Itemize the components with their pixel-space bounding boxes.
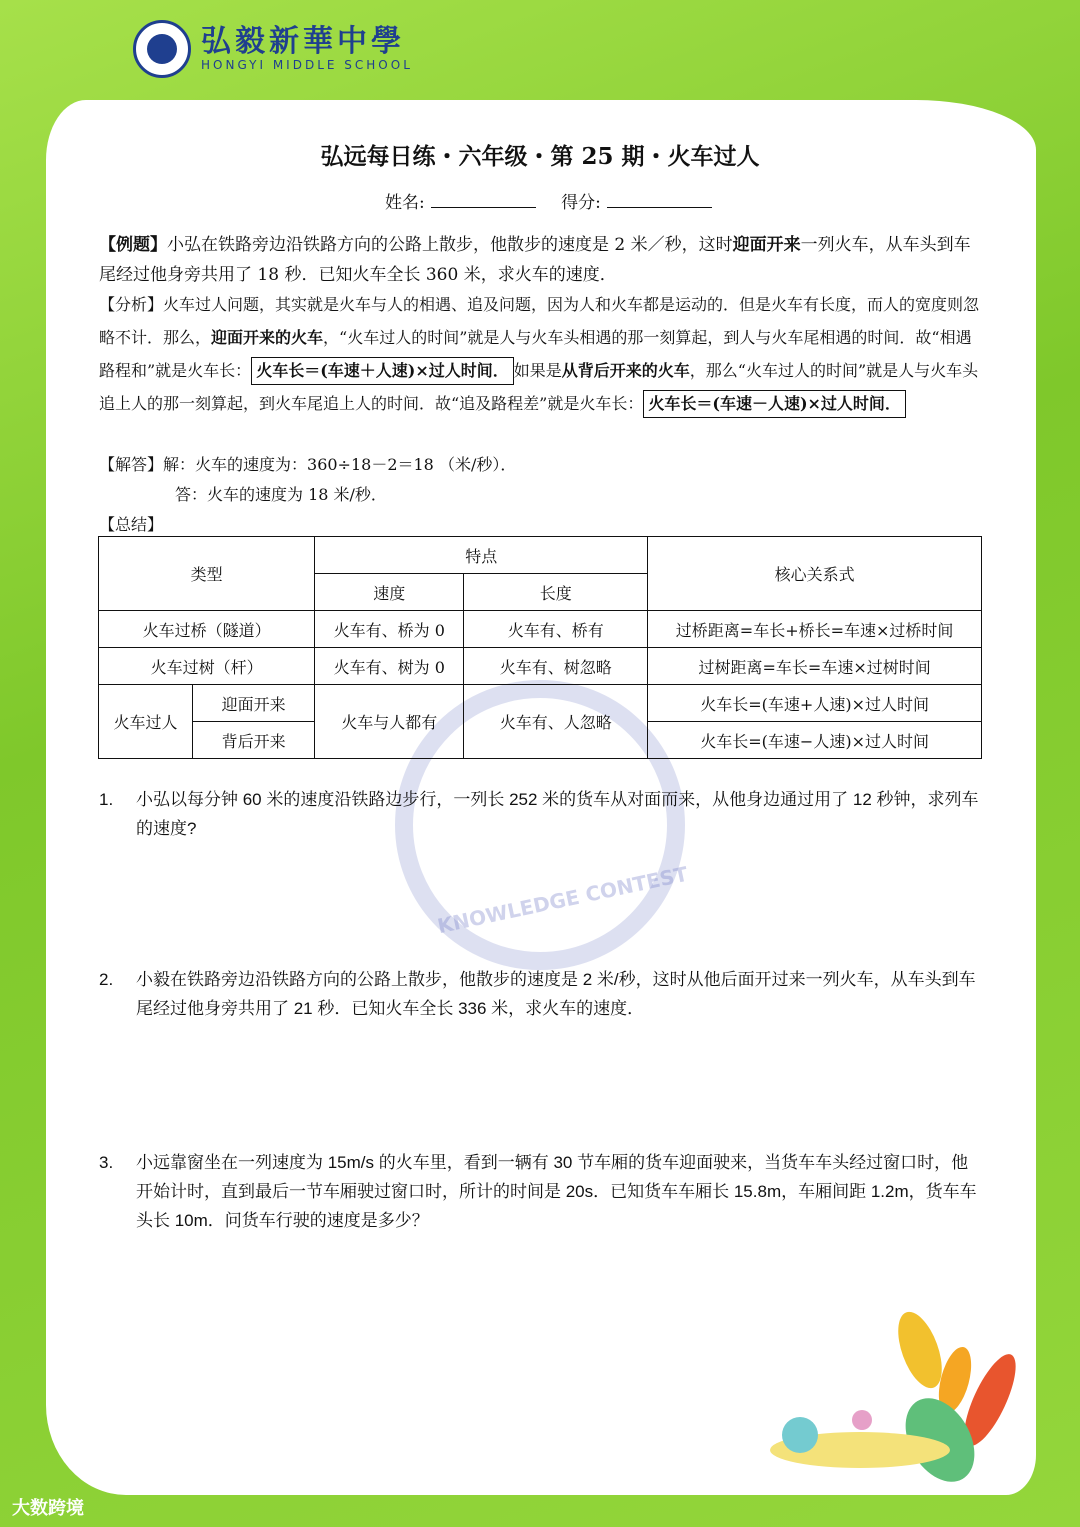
example-bold: 迎面开来 bbox=[732, 235, 801, 255]
cell-subtype: 背后开来 bbox=[193, 722, 315, 759]
cell-core: 火车长=(车速+人速)×过人时间 bbox=[648, 685, 982, 722]
cell-speed: 火车有、树为 0 bbox=[315, 648, 464, 685]
header-core: 核心关系式 bbox=[648, 537, 982, 611]
question-number: 2. bbox=[99, 970, 114, 989]
school-seal-icon bbox=[133, 20, 191, 78]
table-row bbox=[99, 685, 982, 722]
cell-core: 过树距离=车长=车速×过树时间 bbox=[648, 648, 982, 685]
header-length: 长度 bbox=[464, 574, 648, 611]
table-row bbox=[99, 611, 982, 648]
solution-line: 解：火车的速度为：360÷18－2＝18 （米/秒）． bbox=[163, 455, 517, 474]
example-text-2: 一列火车，从车头到车尾经过他身旁共用了 18 秒．已知火车全长 360 米，求火车的速度． bbox=[99, 235, 971, 285]
question-number: 1. bbox=[99, 790, 114, 809]
question-text: 小远靠窗坐在一列速度为 15m/s 的火车里，看到一辆有 30 节车厢的货车迎面驶来，当货车车头经过窗口时，他开始计时，直到最后一节车厢驶过窗口时，所计的时间是 20s．已知货车车厢长 15.8m，车厢间距 1.2m，货车车头长 10m．问货车行驶的速度是多少？ bbox=[136, 1153, 977, 1230]
question-2 bbox=[99, 965, 983, 1023]
name-label: 姓名: bbox=[385, 193, 425, 213]
analysis-text-4: ，那么“火车过人的时间”就是人与火车头追上人的那一刻算起，到火车尾追上人的时间．故“追及路程差”就是火车长： bbox=[99, 361, 979, 413]
school-logo bbox=[133, 20, 413, 78]
solution-tag: 【解答】 bbox=[99, 455, 164, 474]
cell-speed: 火车与人都有 bbox=[315, 685, 464, 759]
example-tag: 【例题】 bbox=[99, 235, 167, 255]
question-text: 小弘以每分钟 60 米的速度沿铁路边步行，一列长 252 米的货车从对面而来，从他身边通过用了 12 秒钟，求列车的速度? bbox=[136, 790, 979, 838]
school-name-cn: 弘毅新華中學 bbox=[201, 24, 405, 59]
cell-subtype: 迎面开来 bbox=[193, 685, 315, 722]
analysis-bold-2: 从背后开来的火车 bbox=[561, 361, 690, 380]
example-text: 小弘在铁路旁边沿铁路方向的公路上散步，他散步的速度是 2 米／秒，这时 bbox=[167, 235, 733, 255]
cell-speed: 火车有、桥为 0 bbox=[315, 611, 464, 648]
analysis-text: 火车过人问题，其实就是火车与人的相遇、追及问题，因为人和火车都是运动的．但是火车有长度，而人的宽度则忽略不计．那么， bbox=[99, 295, 980, 347]
cell-core: 过桥距离=车长+桥长=车速×过桥时间 bbox=[648, 611, 982, 648]
summary-tag: 【总结】 bbox=[99, 515, 164, 534]
question-3 bbox=[99, 1148, 983, 1235]
footer-brand: 大数跨境 bbox=[12, 1498, 84, 1519]
watermark-text: KNOWLEDGE CONTEST bbox=[435, 861, 690, 939]
analysis-text-3: 如果是 bbox=[513, 361, 562, 380]
header-speed: 速度 bbox=[315, 574, 464, 611]
formula-box-chase: 火车长＝(车速－人速)×过人时间． bbox=[643, 390, 906, 418]
question-text: 小毅在铁路旁边沿铁路方向的公路上散步，他散步的速度是 2 米/秒，这时从他后面开过来一列火车，从车头到车尾经过他身旁共用了 21 秒．已知火车全长 336 米，求火车的速度． bbox=[136, 970, 976, 1018]
question-number: 3. bbox=[99, 1153, 114, 1172]
header-feature: 特点 bbox=[315, 537, 648, 574]
solution-section bbox=[99, 450, 983, 540]
answer-line: 答：火车的速度为 18 米/秒． bbox=[175, 485, 387, 504]
cell-length: 火车有、人忽略 bbox=[464, 685, 648, 759]
cell-core: 火车长=(车速−人速)×过人时间 bbox=[648, 722, 982, 759]
cell-type: 火车过桥（隧道） bbox=[99, 611, 315, 648]
cell-length: 火车有、桥有 bbox=[464, 611, 648, 648]
table-row bbox=[99, 648, 982, 685]
example-section bbox=[99, 230, 983, 290]
analysis-tag: 【分析】 bbox=[99, 295, 164, 314]
formula-box-meet: 火车长＝(车速＋人速)×过人时间． bbox=[251, 357, 514, 385]
page-title: 弘远每日练・六年级・第 25 期・火车过人 bbox=[320, 143, 760, 170]
score-field[interactable] bbox=[607, 193, 712, 208]
cell-type: 火车过树（杆） bbox=[99, 648, 315, 685]
cell-type: 火车过人 bbox=[99, 685, 193, 759]
cell-length: 火车有、树忽略 bbox=[464, 648, 648, 685]
analysis-text-2: ，“火车过人的时间”就是人与火车头相遇的那一刻算起，到人与火车尾相遇的时间．故“相遇路程和”就是火车长： bbox=[99, 328, 972, 380]
analysis-section bbox=[99, 288, 983, 420]
summary-table bbox=[98, 536, 982, 759]
school-name-en: HONGYI MIDDLE SCHOOL bbox=[201, 58, 413, 72]
score-label: 得分: bbox=[561, 193, 601, 213]
name-score-bar bbox=[385, 188, 732, 213]
flower-decoration-icon bbox=[740, 1290, 1030, 1490]
name-field[interactable] bbox=[431, 193, 536, 208]
question-1 bbox=[99, 785, 983, 843]
analysis-bold: 迎面开来的火车 bbox=[211, 328, 324, 347]
header-type: 类型 bbox=[99, 537, 315, 611]
